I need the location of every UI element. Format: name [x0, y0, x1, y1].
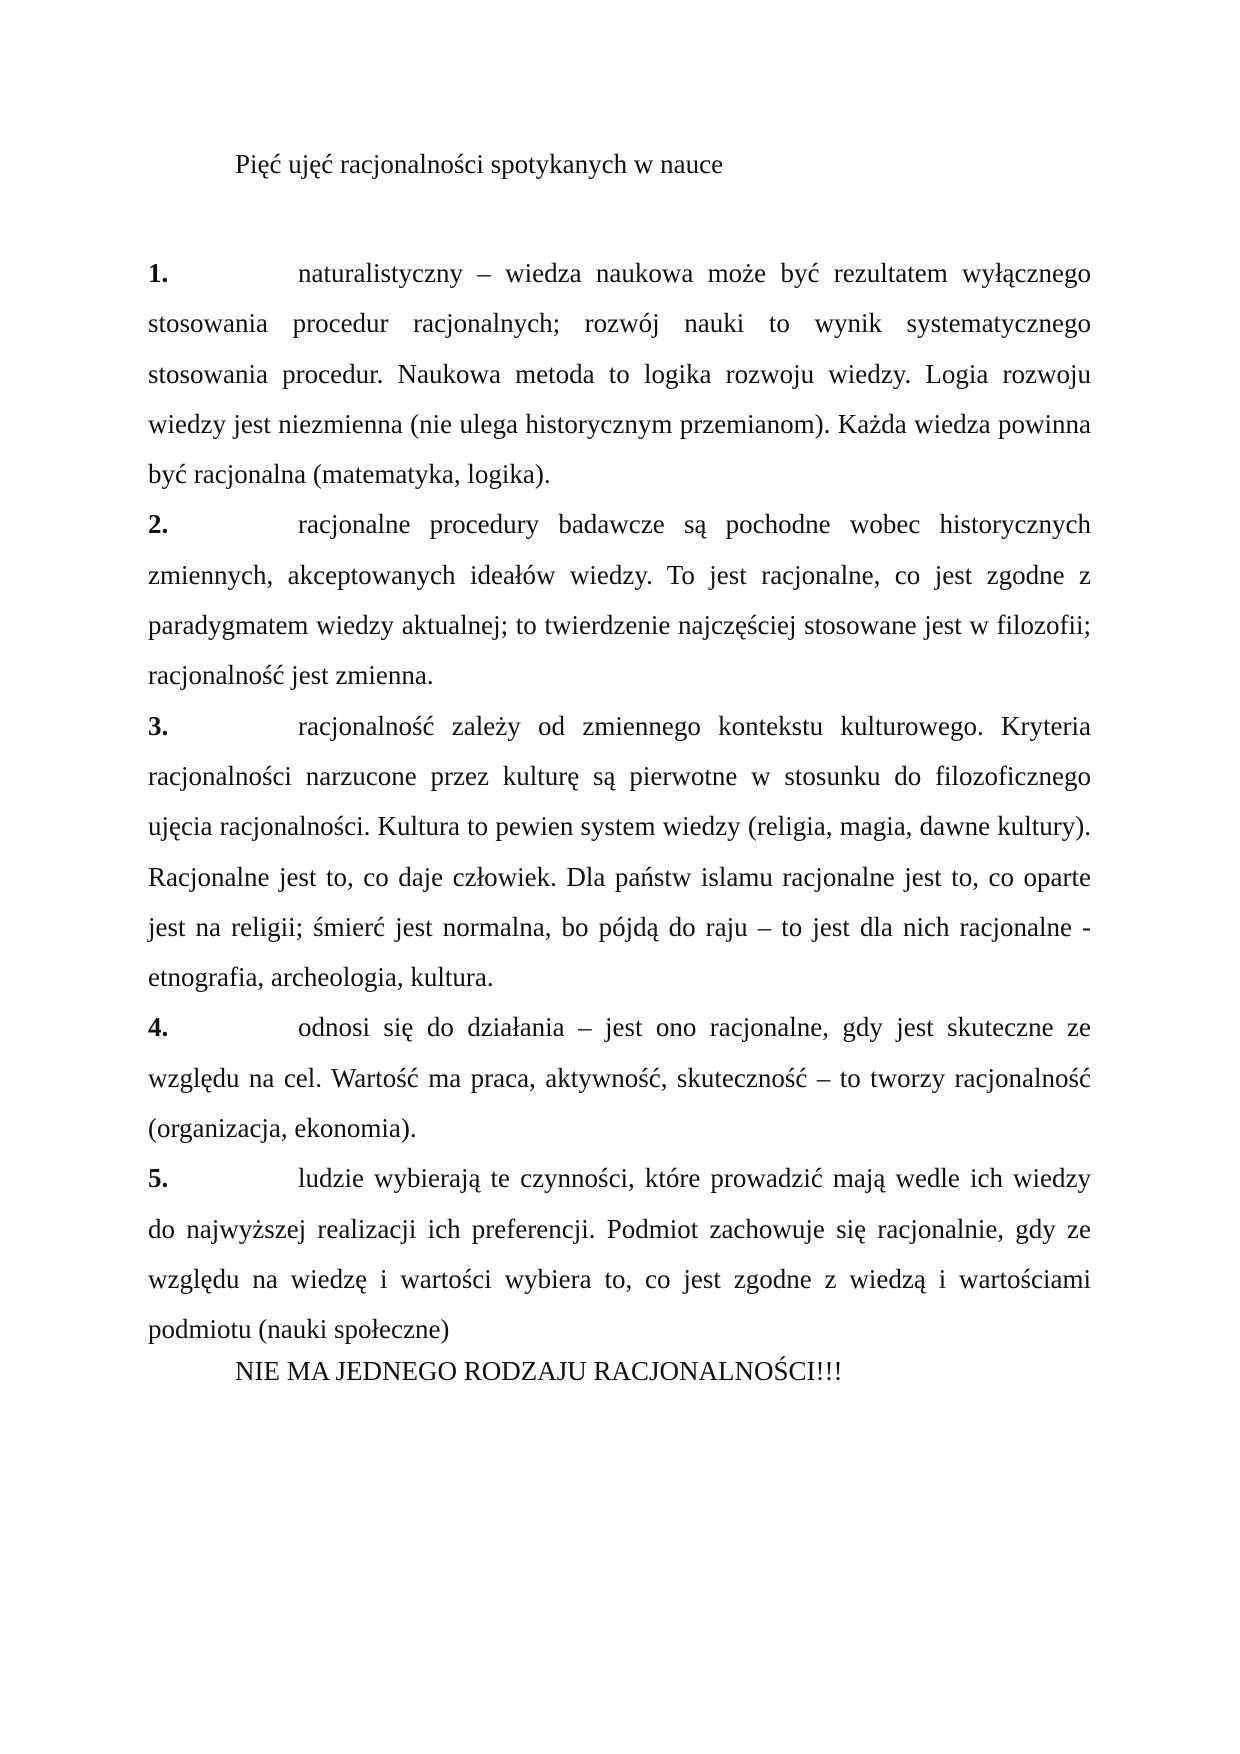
- closing-statement: NIE MA JEDNEGO RODZAJU RACJONALNOŚCI!!!: [235, 1356, 843, 1386]
- list-item: [148, 1002, 1091, 1153]
- item-number: 4.: [148, 1012, 169, 1043]
- item-text: ludzie wybierają te czynności, które prowadzić mają wedle ich wiedzy do najwyższej realizacji ich preferencji. Podmiot zachowuje się racjonalnie, gdy ze względu na wiedzę i wartości wybiera to, co jest zgodne z wiedzą i wartościami podmiotu (nauki społeczne): [148, 1163, 1091, 1345]
- list-item: [148, 499, 1091, 700]
- list-item: [148, 248, 1091, 499]
- document-body: [148, 248, 1091, 1355]
- item-text: racjonalne procedury badawcze są pochodne wobec historycznych zmiennych, akceptowanych ideałów wiedzy. To jest racjonalne, co jest zgodne z paradygmatem wiedzy aktualnej; to twierdzenie najczęściej stosowane jest w filozofii; racjonalność jest zmienna.: [148, 509, 1091, 691]
- document-title: Pięć ujęć racjonalności spotykanych w nauce: [235, 149, 724, 179]
- item-number: 5.: [148, 1163, 169, 1194]
- item-number: 3.: [148, 710, 169, 741]
- item-text: naturalistyczny – wiedza naukowa może być rezultatem wyłącznego stosowania procedur racjonalnych; rozwój nauki to wynik systematycznego stosowania procedur. Naukowa metoda to logika rozwoju wiedzy. Logia rozwoju wiedzy jest niezmienna (nie ulega historycznym przemianom). Każda wiedza powinna być racjonalna (matematyka, logika).: [148, 258, 1091, 490]
- item-number: 2.: [148, 509, 169, 540]
- list-item: [148, 701, 1091, 1003]
- item-number: 1.: [148, 258, 169, 288]
- item-text: odnosi się do działania – jest ono racjonalne, gdy jest skuteczne ze względu na cel. Wartość ma praca, aktywność, skuteczność – to tworzy racjonalność (organizacja, ekonomia).: [148, 1012, 1091, 1144]
- list-item: [148, 1153, 1091, 1354]
- item-text: racjonalność zależy od zmiennego kontekstu kulturowego. Kryteria racjonalności narzucone przez kulturę są pierwotne w stosunku do filozoficznego ujęcia racjonalności. Kultura to pewien system wiedzy (religia, magia, dawne kultury). Racjonalne jest to, co daje człowiek. Dla państw islamu racjonalne jest to, co oparte jest na religii; śmierć jest normalna, bo pójdą do raju – to jest dla nich racjonalne - etnografia, archeologia, kultura.: [148, 710, 1091, 993]
